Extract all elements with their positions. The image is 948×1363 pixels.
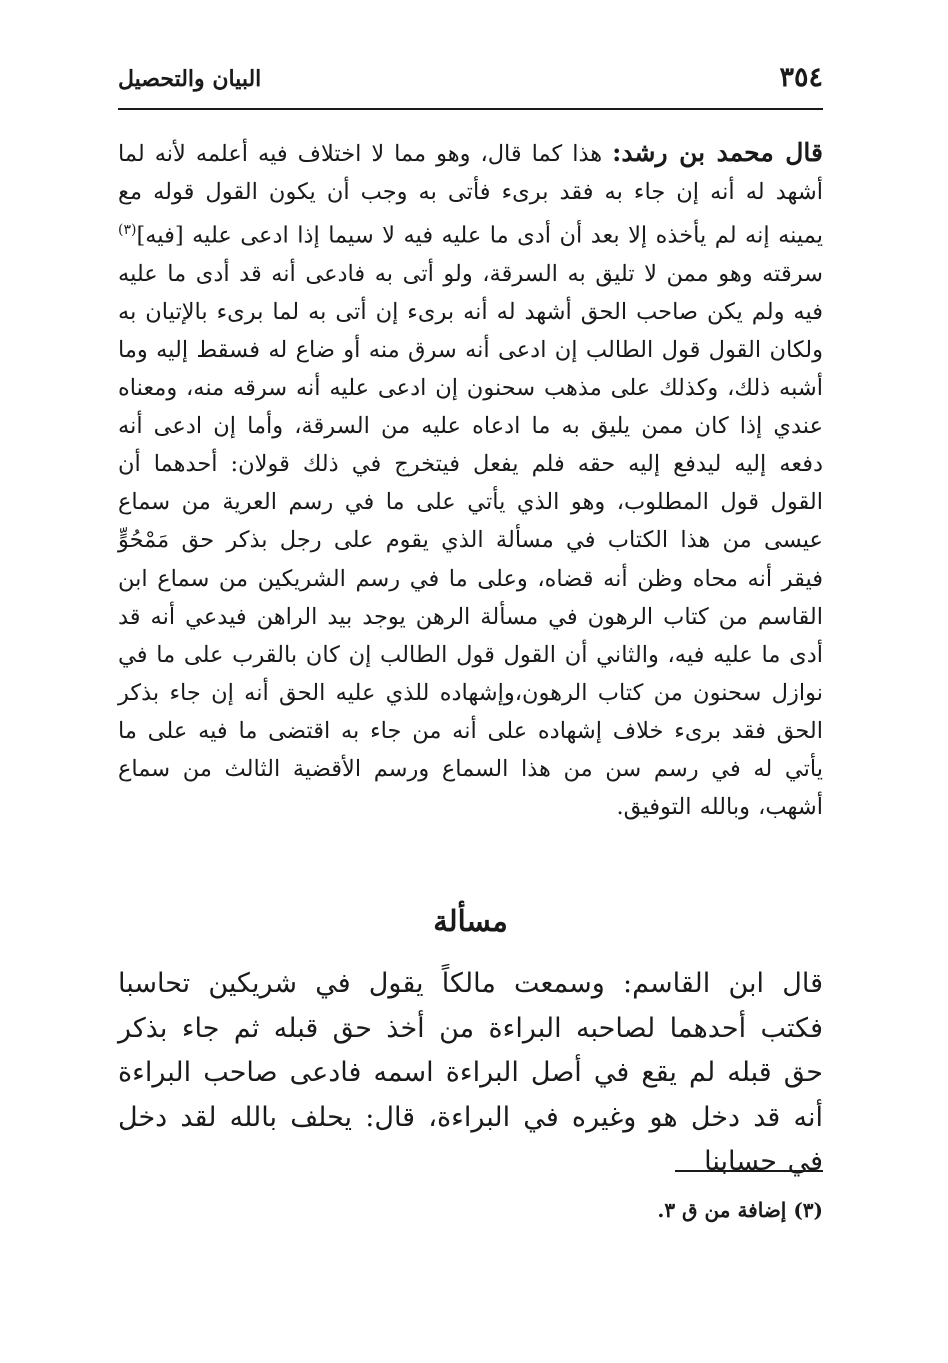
- page-number: ٣٥٤: [779, 62, 823, 93]
- footnote-marker: (٣): [118, 222, 137, 239]
- speaker-label: قال محمد بن رشد:: [612, 138, 823, 167]
- page-header: [118, 60, 823, 102]
- section-heading: مسألة: [433, 904, 508, 938]
- commentary-text-part-1: هذا كما قال، وهو مما لا اختلاف فيه أعلمه لأنه لما أشهد له أنه إن جاء به فقد برىء فأتى به وجب أن يكون القول قوله مع يمينه إنه لم يأخذه إلا بعد أن أدى ما عليه فيه لا سيما إذا ادعى عليه [فيه]: [118, 141, 823, 249]
- masala-paragraph: قال ابن القاسم: وسمعت مالكاً يقول في شريكين تحاسبا فكتب أحدهما لصاحبه البراءة من أخذ حق قبله ثم جاء بذكر حق قبله لم يقع في أصل البراءة اسمه فادعى صاحب البراءة أنه قد دخل هو وغيره في البراءة، قال: يحلف بالله لقد دخل في حسابنا: [118, 968, 823, 1177]
- commentary-text-part-2: سرقته وهو ممن لا تليق به السرقة، ولو أتى به فادعى أنه قد أدى ما عليه فيه ولم يكن صاحب الحق أشهد له أنه برىء إن أتى به لما برىء بالإتيان به ولكان القول قول الطالب إن ادعى أنه سرق منه أو ضاع له فسقط إليه وما أشبه ذلك، وكذلك على مذهب سحنون إن ادعى عليه أنه سرقه منه، ومعناه عندي إذا كان ممن يليق به ما ادعاه عليه من السرقة، وأما إن ادعى أنه دفعه إليه ليدفع إليه حقه فلم يفعل فيتخرج في ذلك قولان: أحدهما أن القول قول المطلوب، وهو الذي يأتي على ما في رسم العرية من سماع عيسى من هذا الكتاب في مسألة الذي يقوم على رجل بذكر حق مَمْحُوٍّ فيقر أنه محاه وظن أنه قضاه، وعلى ما في رسم الشريكين من سماع ابن القاسم من كتاب الرهون في مسألة الرهن يوجد بيد الراهن فيدعي أنه قد أدى ما عليه فيه، والثاني أن القول قول الطالب إن كان بالقرب على ما في نوازل سحنون من كتاب الرهون،وإشهاده للذي عليه الحق أنه إن جاء بذكر الحق فقد برىء خلاف إشهاده على أنه من جاء به اقتضى ما فيه على ما يأتي له في رسم سن من هذا السماع ورسم الأقضية الثالث من سماع أشهب، وبالله التوفيق.: [118, 260, 823, 821]
- masala-section: [118, 962, 823, 1185]
- footnote: (٣) إضافة من ق ٣.: [657, 1198, 823, 1222]
- running-title: البيان والتحصيل: [118, 66, 262, 92]
- footnote-divider: [675, 1170, 823, 1172]
- header-divider: [118, 108, 823, 110]
- commentary-section: [118, 134, 823, 826]
- commentary-paragraph: [118, 134, 823, 826]
